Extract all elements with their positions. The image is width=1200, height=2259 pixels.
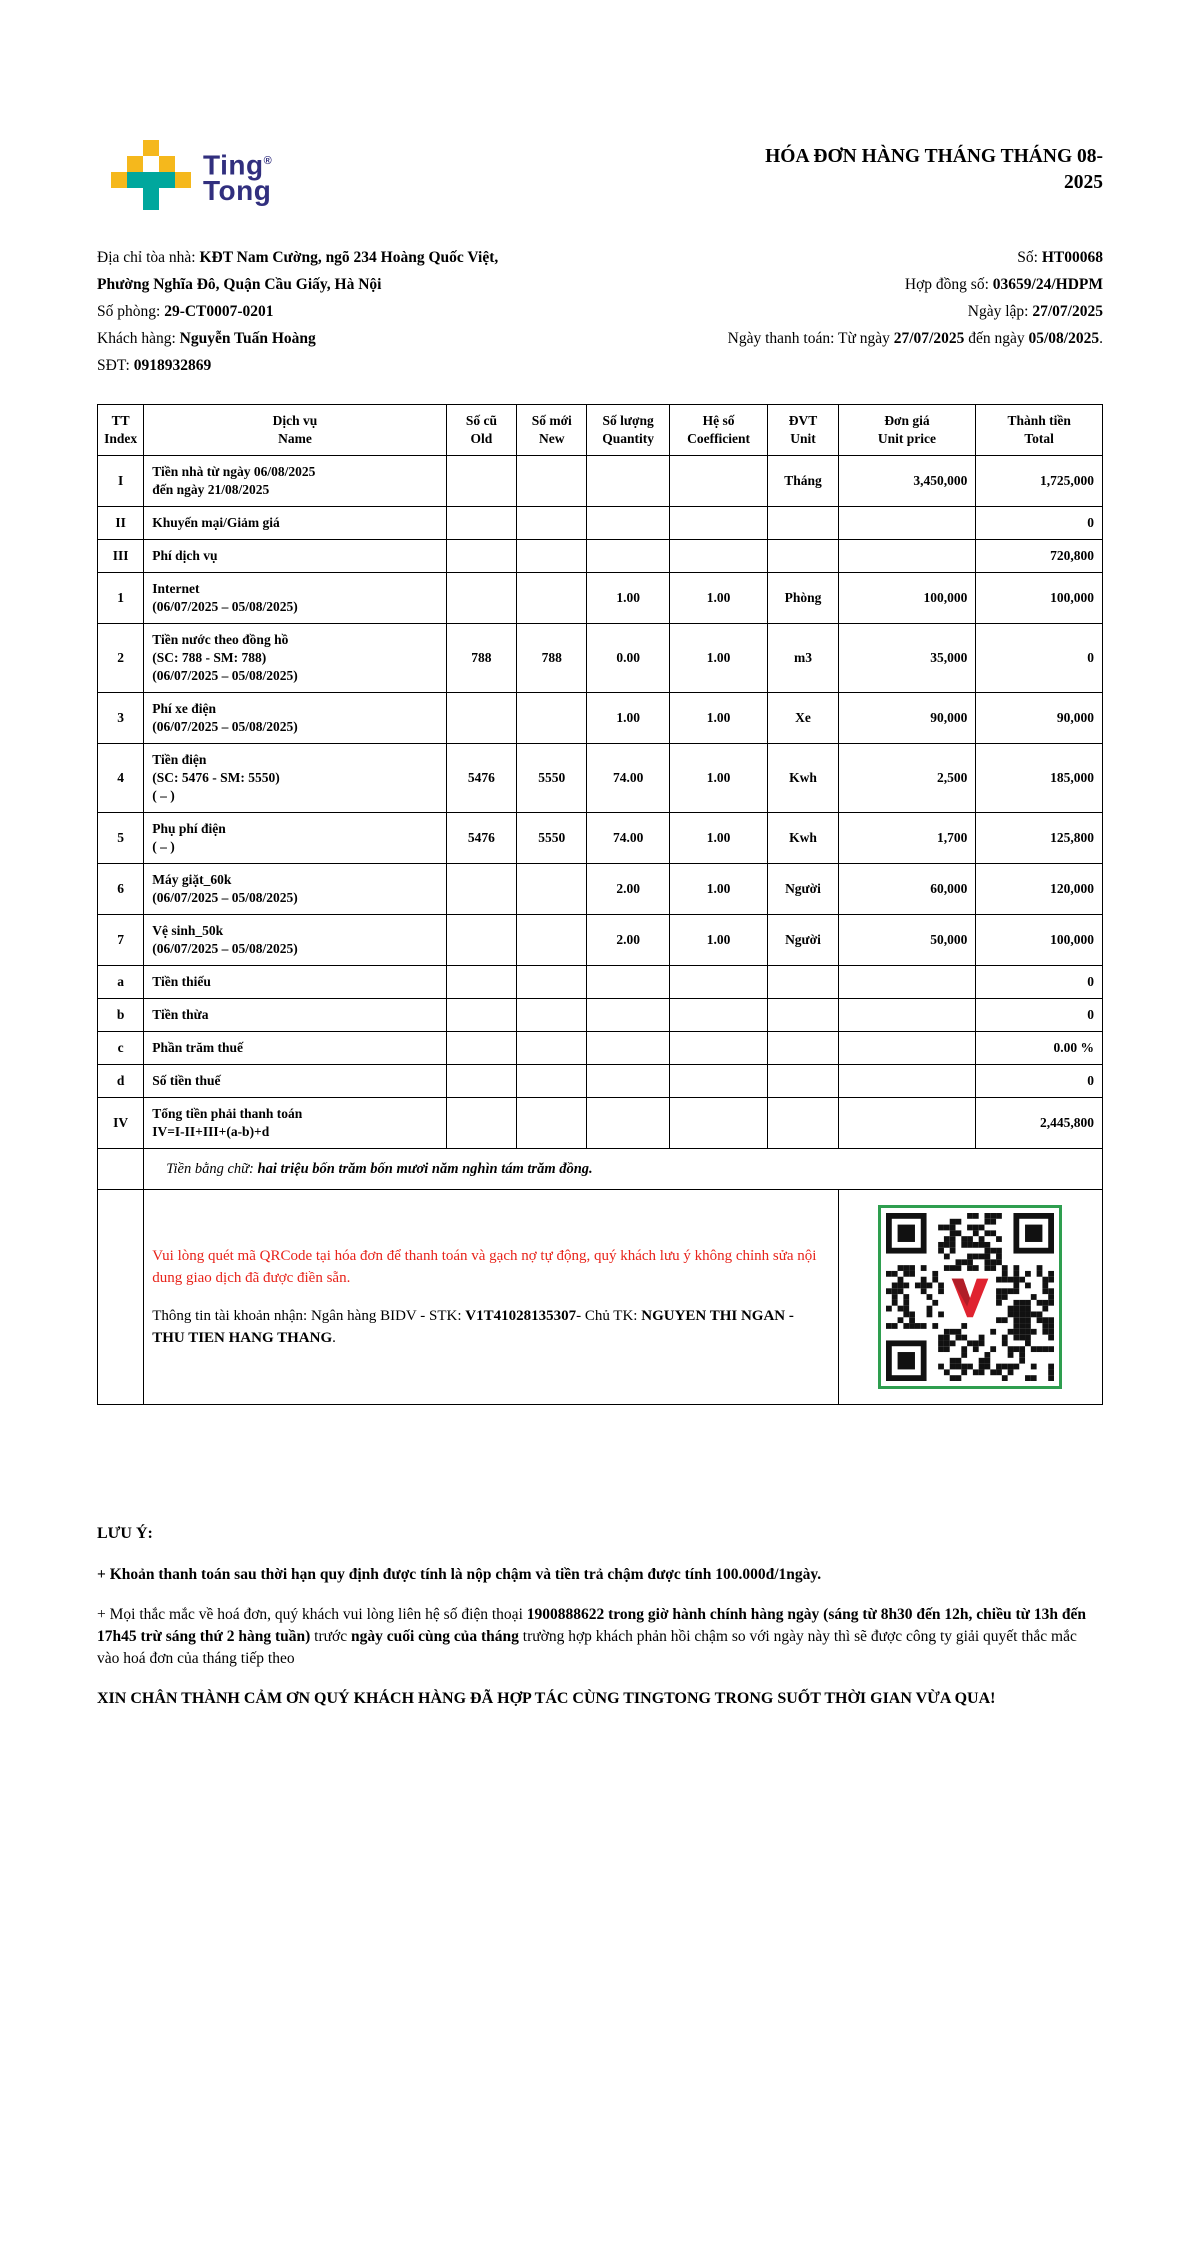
table-header-row [98, 405, 1103, 456]
cell-old-reading [446, 507, 516, 540]
cell-unit-price [838, 1098, 976, 1149]
cell-index: d [98, 1065, 144, 1098]
account-holder-name: NGUYEN THI NGAN - THU TIEN HANG THANG [152, 1308, 794, 1346]
cell-service-name: Tổng tiền phải thanh toán IV=I-II+III+(a-b)+d [144, 1098, 447, 1149]
cell-new-reading [517, 507, 587, 540]
table-row [98, 1032, 1103, 1065]
cell-coefficient [669, 999, 767, 1032]
cell-index: 6 [98, 864, 144, 915]
qr-code-cell [838, 1190, 1102, 1405]
cell-new-reading [517, 999, 587, 1032]
cell-coefficient [669, 456, 767, 507]
cell-quantity: 2.00 [587, 864, 669, 915]
account-suffix: . [332, 1330, 336, 1346]
cell-service-name: Phần trăm thuế [144, 1032, 447, 1065]
qr-payment-warning: Vui lòng quét mã QRCode tại hóa đơn để thanh toán và gạch nợ tự động, quý khách lưu ý không chỉnh sửa nội dung giao dịch đã được điền sẵn. [152, 1248, 817, 1286]
cell-index: a [98, 966, 144, 999]
cell-unit: Người [768, 915, 838, 966]
cell-index: 1 [98, 573, 144, 624]
cell-quantity: 1.00 [587, 573, 669, 624]
room-value: 29-CT0007-0201 [164, 303, 274, 320]
cell-service-name: Phụ phí điện ( – ) [144, 813, 447, 864]
footer-notes [97, 1523, 1103, 1710]
cell-old-reading: 5476 [446, 813, 516, 864]
cell-coefficient [669, 540, 767, 573]
cell-new-reading [517, 573, 587, 624]
cell-coefficient [669, 1065, 767, 1098]
cell-unit: Phòng [768, 573, 838, 624]
payment-period-suffix: . [1099, 330, 1103, 347]
cell-total: 720,800 [976, 540, 1103, 573]
cell-coefficient: 1.00 [669, 693, 767, 744]
cell-unit-price [838, 540, 976, 573]
table-row [98, 1065, 1103, 1098]
col-header-total: Thành tiền Total [976, 405, 1103, 456]
cell-unit-price: 100,000 [838, 573, 976, 624]
amount-words-label: Tiền bằng chữ: [166, 1161, 258, 1177]
cell-new-reading [517, 456, 587, 507]
cell-quantity [587, 1032, 669, 1065]
col-header-unit: ĐVT Unit [768, 405, 838, 456]
cell-index: 3 [98, 693, 144, 744]
cell-old-reading [446, 1065, 516, 1098]
empty-cell [98, 1190, 144, 1405]
account-number: V1T41028135307 [465, 1308, 577, 1324]
cell-total: 90,000 [976, 693, 1103, 744]
cell-unit: Kwh [768, 813, 838, 864]
col-header-unit-price: Đơn giá Unit price [838, 405, 976, 456]
invoice-no-value: HT00068 [1041, 249, 1103, 266]
cell-total: 0 [976, 966, 1103, 999]
invoice-title-line2: 2025 [1064, 172, 1103, 193]
hotline-number-hours: 1900888622 trong giờ hành chính hàng ngày (sáng từ 8h30 đến 12h, chiều từ 13h đến 17h45 trừ sáng thứ 2 hàng tuần) [97, 1606, 1086, 1645]
address-label: Địa chỉ tòa nhà: [97, 249, 200, 266]
col-header-name: Dịch vụ Name [144, 405, 447, 456]
cell-service-name: Tiền nhà từ ngày 06/08/2025 đến ngày 21/08/2025 [144, 456, 447, 507]
cell-new-reading [517, 915, 587, 966]
table-row [98, 966, 1103, 999]
cell-old-reading [446, 456, 516, 507]
cell-new-reading [517, 1098, 587, 1149]
cell-quantity [587, 456, 669, 507]
cell-coefficient [669, 966, 767, 999]
cell-old-reading: 5476 [446, 744, 516, 813]
cell-new-reading [517, 1065, 587, 1098]
cell-quantity [587, 507, 669, 540]
logo-line1: Ting [203, 149, 264, 181]
cell-old-reading [446, 864, 516, 915]
cell-total: 0 [976, 507, 1103, 540]
logo-line2: Tong [203, 175, 272, 207]
cell-coefficient [669, 1098, 767, 1149]
amount-in-words-cell [144, 1149, 1103, 1190]
cell-new-reading: 5550 [517, 813, 587, 864]
payment-period-label: Ngày thanh toán: Từ ngày [727, 330, 894, 347]
cell-unit-price: 90,000 [838, 693, 976, 744]
cell-service-name: Máy giặt_60k (06/07/2025 – 05/08/2025) [144, 864, 447, 915]
cell-old-reading [446, 540, 516, 573]
registered-mark: ® [263, 155, 273, 167]
cell-index: 2 [98, 624, 144, 693]
cell-unit-price [838, 1065, 976, 1098]
cell-unit-price [838, 1032, 976, 1065]
cell-quantity [587, 540, 669, 573]
address-value: KĐT Nam Cường, ngõ 234 Hoàng Quốc Việt, [199, 249, 499, 266]
cell-index: 5 [98, 813, 144, 864]
invoice-info [97, 244, 1103, 379]
cell-quantity: 0.00 [587, 624, 669, 693]
contract-label: Hợp đồng số: [904, 276, 993, 293]
cell-unit-price: 50,000 [838, 915, 976, 966]
hotline-note-mid: trước [310, 1628, 351, 1645]
cell-total: 0 [976, 624, 1103, 693]
customer-label: Khách hàng: [97, 330, 180, 347]
cell-service-name: Tiền thiếu [144, 966, 447, 999]
cell-index: II [98, 507, 144, 540]
cell-quantity [587, 999, 669, 1032]
table-row [98, 1098, 1103, 1149]
cell-total: 100,000 [976, 915, 1103, 966]
cell-old-reading [446, 966, 516, 999]
cell-new-reading: 5550 [517, 744, 587, 813]
cell-unit: Người [768, 864, 838, 915]
table-row [98, 693, 1103, 744]
empty-cell [98, 1149, 144, 1190]
info-row-district [97, 271, 1103, 298]
cell-unit [768, 966, 838, 999]
cell-service-name: Khuyến mại/Giảm giá [144, 507, 447, 540]
cell-total: 125,800 [976, 813, 1103, 864]
cell-coefficient: 1.00 [669, 573, 767, 624]
table-row [98, 507, 1103, 540]
notes-heading: LƯU Ý: [97, 1525, 153, 1542]
amount-words-value: hai triệu bốn trăm bốn mươi năm nghìn tám trăm đồng. [257, 1161, 593, 1177]
district-value: Phường Nghĩa Đô, Quận Cầu Giấy, Hà Nội [97, 276, 382, 293]
cell-new-reading [517, 1032, 587, 1065]
cell-service-name: Tiền điện (SC: 5476 - SM: 5550) ( – ) [144, 744, 447, 813]
cell-coefficient [669, 1032, 767, 1065]
cell-index: b [98, 999, 144, 1032]
late-payment-note: + Khoản thanh toán sau thời hạn quy định được tính là nộp chậm và tiền trả chậm được tính 100.000đ/1ngày. [97, 1566, 822, 1583]
cell-index: I [98, 456, 144, 507]
cell-quantity: 2.00 [587, 915, 669, 966]
hotline-note-post: trường hợp khách phản hồi chậm so với ngày này thì sẽ được công ty giải quyết thắc mắc vào hoá đơn của tháng tiếp theo [97, 1628, 1077, 1667]
info-row-room [97, 298, 1103, 325]
amount-in-words-row [98, 1149, 1103, 1190]
table-row [98, 624, 1103, 693]
customer-value: Nguyễn Tuấn Hoàng [179, 330, 316, 347]
qr-code-frame [878, 1205, 1062, 1389]
cell-unit-price [838, 507, 976, 540]
cell-old-reading [446, 573, 516, 624]
cell-unit: m3 [768, 624, 838, 693]
cell-total: 185,000 [976, 744, 1103, 813]
payment-note-cell [144, 1190, 838, 1405]
col-header-index: TT Index [98, 405, 144, 456]
info-row-customer [97, 325, 1103, 352]
cell-coefficient: 1.00 [669, 744, 767, 813]
cell-new-reading [517, 864, 587, 915]
deadline-emphasis: ngày cuối cùng của tháng [350, 1628, 519, 1645]
cell-quantity: 74.00 [587, 813, 669, 864]
cell-service-name: Internet (06/07/2025 – 05/08/2025) [144, 573, 447, 624]
cell-unit-price: 1,700 [838, 813, 976, 864]
cell-quantity [587, 1098, 669, 1149]
cell-quantity [587, 1065, 669, 1098]
cell-unit [768, 1098, 838, 1149]
payment-from-value: 27/07/2025 [893, 330, 965, 347]
hotline-note-pre: + Mọi thắc mắc về hoá đơn, quý khách vui lòng liên hệ số điện thoại [97, 1606, 527, 1623]
cell-service-name: Phí xe điện (06/07/2025 – 05/08/2025) [144, 693, 447, 744]
table-row [98, 456, 1103, 507]
cell-coefficient: 1.00 [669, 813, 767, 864]
cell-old-reading [446, 1098, 516, 1149]
table-row [98, 573, 1103, 624]
hotline-note [97, 1604, 1103, 1670]
account-holder-label: - Chủ TK: [576, 1308, 642, 1324]
account-label: Thông tin tài khoản nhận: Ngân hàng BIDV - STK: [152, 1308, 466, 1324]
cell-coefficient: 1.00 [669, 915, 767, 966]
cell-old-reading [446, 1032, 516, 1065]
cell-new-reading [517, 540, 587, 573]
issue-date-label: Ngày lập: [967, 303, 1033, 320]
cell-coefficient [669, 507, 767, 540]
cell-new-reading: 788 [517, 624, 587, 693]
cell-unit-price [838, 999, 976, 1032]
cell-unit: Xe [768, 693, 838, 744]
table-row [98, 864, 1103, 915]
cell-unit-price [838, 966, 976, 999]
cell-service-name: Số tiền thuế [144, 1065, 447, 1098]
payment-to-value: 05/08/2025 [1028, 330, 1100, 347]
cell-total: 120,000 [976, 864, 1103, 915]
cell-index: c [98, 1032, 144, 1065]
cell-unit [768, 1065, 838, 1098]
room-label: Số phòng: [97, 303, 165, 320]
cell-unit-price: 60,000 [838, 864, 976, 915]
cell-total: 1,725,000 [976, 456, 1103, 507]
cell-unit-price: 2,500 [838, 744, 976, 813]
cell-unit [768, 540, 838, 573]
cell-total: 2,445,800 [976, 1098, 1103, 1149]
cell-old-reading [446, 915, 516, 966]
cell-unit: Kwh [768, 744, 838, 813]
contract-value: 03659/24/HDPM [992, 276, 1103, 293]
cell-service-name: Tiền nước theo đồng hồ (SC: 788 - SM: 788) (06/07/2025 – 05/08/2025) [144, 624, 447, 693]
cell-total: 0.00 % [976, 1032, 1103, 1065]
col-header-new: Số mới New [517, 405, 587, 456]
table-row [98, 744, 1103, 813]
cell-index: 7 [98, 915, 144, 966]
cell-index: IV [98, 1098, 144, 1149]
cell-unit [768, 507, 838, 540]
invoice-title-line1: HÓA ĐƠN HÀNG THÁNG THÁNG 08- [765, 146, 1103, 167]
invoice-title [713, 144, 1103, 196]
col-header-quantity: Số lượng Quantity [587, 405, 669, 456]
tingtong-logo [111, 140, 272, 218]
issue-date-value: 27/07/2025 [1032, 303, 1103, 320]
cell-index: III [98, 540, 144, 573]
cell-quantity: 74.00 [587, 744, 669, 813]
thank-you-line: XIN CHÂN THÀNH CẢM ƠN QUÝ KHÁCH HÀNG ĐÃ HỢP TÁC CÙNG TINGTONG TRONG SUỐT THỜI GIAN VỪA QUA! [97, 1690, 996, 1707]
logo-wordmark [203, 148, 273, 207]
cell-service-name: Tiền thừa [144, 999, 447, 1032]
header [97, 140, 1103, 218]
phone-value: 0918932869 [133, 357, 212, 374]
cell-unit: Tháng [768, 456, 838, 507]
phone-label: SĐT: [97, 357, 134, 374]
cell-total: 0 [976, 999, 1103, 1032]
table-row [98, 540, 1103, 573]
cell-old-reading: 788 [446, 624, 516, 693]
col-header-coefficient: Hệ số Coefficient [669, 405, 767, 456]
bank-account-info [152, 1305, 829, 1349]
table-row [98, 999, 1103, 1032]
cell-unit-price: 35,000 [838, 624, 976, 693]
cell-unit [768, 1032, 838, 1065]
invoice-table [97, 404, 1103, 1405]
cell-service-name: Vệ sinh_50k (06/07/2025 – 05/08/2025) [144, 915, 447, 966]
cell-old-reading [446, 999, 516, 1032]
cell-total: 0 [976, 1065, 1103, 1098]
cell-coefficient: 1.00 [669, 624, 767, 693]
invoice-no-label: Số: [1017, 249, 1042, 266]
cell-new-reading [517, 966, 587, 999]
table-row [98, 813, 1103, 864]
qr-code-icon [886, 1213, 1054, 1381]
cell-quantity [587, 966, 669, 999]
info-row-phone [97, 352, 1103, 379]
cell-unit-price: 3,450,000 [838, 456, 976, 507]
cell-coefficient: 1.00 [669, 864, 767, 915]
cell-new-reading [517, 693, 587, 744]
cell-service-name: Phí dịch vụ [144, 540, 447, 573]
payment-period-label2: đến ngày [964, 330, 1029, 347]
info-row-address [97, 244, 1103, 271]
payment-qr-row [98, 1190, 1103, 1405]
cell-index: 4 [98, 744, 144, 813]
cell-unit [768, 999, 838, 1032]
cell-total: 100,000 [976, 573, 1103, 624]
col-header-old: Số cũ Old [446, 405, 516, 456]
cell-quantity: 1.00 [587, 693, 669, 744]
table-row [98, 915, 1103, 966]
cell-old-reading [446, 693, 516, 744]
tingtong-logo-icon [111, 140, 191, 218]
